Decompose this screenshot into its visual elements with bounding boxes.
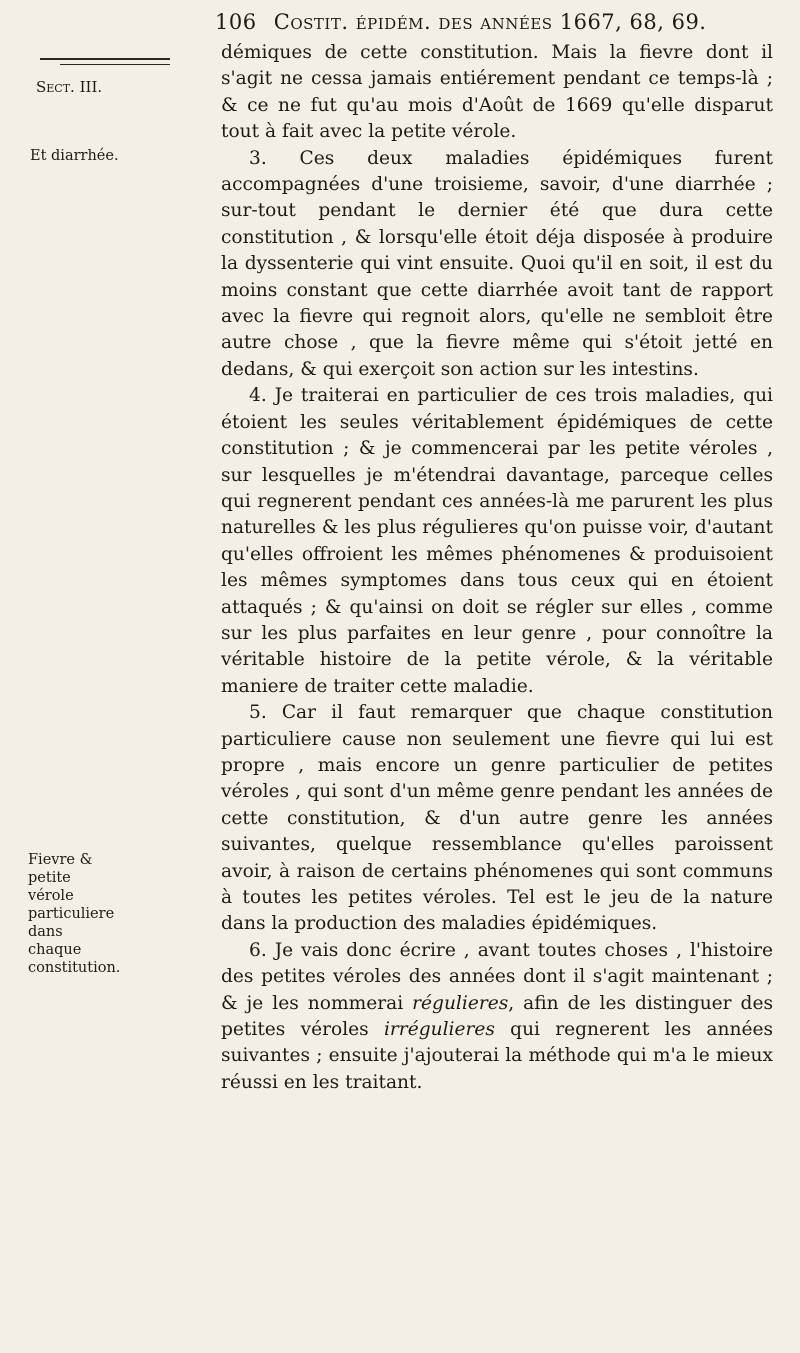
paragraph-6-end: qui regnerent les années suivantes ; ensuite j'ajouterai la méthode qui m'a le mieux réussi en les traitant.: [221, 1019, 773, 1093]
header-rule-thin: [60, 64, 170, 65]
term-irregulieres: irrégulieres: [383, 1019, 495, 1041]
paragraph-6-start: 6. Je vais donc écrire , avant toutes choses , l'histoire des petites véroles des années dont il s'agit maintenant ; & je les nommerai: [221, 939, 773, 1014]
paragraph-continuation: démiques de cette constitution. Mais la fievre dont il s'agit ne cessa jamais entiérement pendant ce temps-là ; & ce ne fut qu'au mois d'Août de 1669 qu'elle disparut tout à fait avec la petite vérole.: [221, 42, 773, 143]
running-title: Costit. épidém. des années 1667, 68, 69.: [273, 10, 707, 34]
page-number: 106: [215, 10, 257, 34]
term-regulieres: régulieres: [412, 992, 509, 1014]
paragraph-6-middle: , afin de les distinguer des petites véroles: [221, 992, 774, 1041]
paragraph-6: [221, 938, 773, 1096]
margin-note-diarrhee: Et diarrhée.: [30, 148, 119, 164]
paragraph-3: 3. Ces deux maladies épidémiques furent accompagnées d'une troisieme, savoir, d'une diarrhée ; sur-tout pendant le dernier été que dura cette constitution , & lorsqu'elle étoit déja disposée à produire la dyssenterie qui vint ensuite. Quoi qu'il en soit, il est du moins constant que cette diarrhée avoit tant de rapport avec la fievre qui regnoit alors, qu'elle ne sembloit être autre chose , que la fievre même qui s'étoit jetté en dedans, & qui exerçoit son action sur les intestins.: [221, 147, 773, 380]
running-header: [215, 10, 775, 34]
header-rule: [40, 58, 170, 60]
margin-section: Sect. III.: [36, 78, 103, 96]
body-text: [221, 40, 773, 1096]
margin-note-fievre: Fievre & petite vérole particuliere dans chaque constitution.: [28, 852, 121, 976]
paragraph-5: 5. Car il faut remarquer que chaque constitution particuliere cause non seulement une fievre qui lui est propre , mais encore un genre particulier de petites véroles , qui sont d'un même genre pendant les années de cette constitution, & d'un autre genre les années suivantes, quelque ressemblance qu'elles paroissent avoir, à raison de certains phénomenes qui sont communs à toutes les petites véroles. Tel est le jeu de la nature dans la production des maladies épidémiques.: [221, 702, 773, 935]
paragraph-4: 4. Je traiterai en particulier de ces trois maladies, qui étoient les seules véritablement épidémiques de cette constitution ; & je commencerai par les petite véroles , sur lesquelles je m'étendrai davantage, parceque celles qui regnerent pendant ces années-là me parurent les plus naturelles & les plus régulieres qu'on puisse voir, d'autant qu'elles offroient les mêmes phénomenes & produisoient les mêmes symptomes dans tous ceux qui en étoient attaqués ; & qu'ainsi on doit se régler sur elles , comme sur les plus parfaites en leur genre , pour connoître la véritable histoire de la petite vérole, & la véritable maniere de traiter cette maladie.: [221, 385, 773, 697]
